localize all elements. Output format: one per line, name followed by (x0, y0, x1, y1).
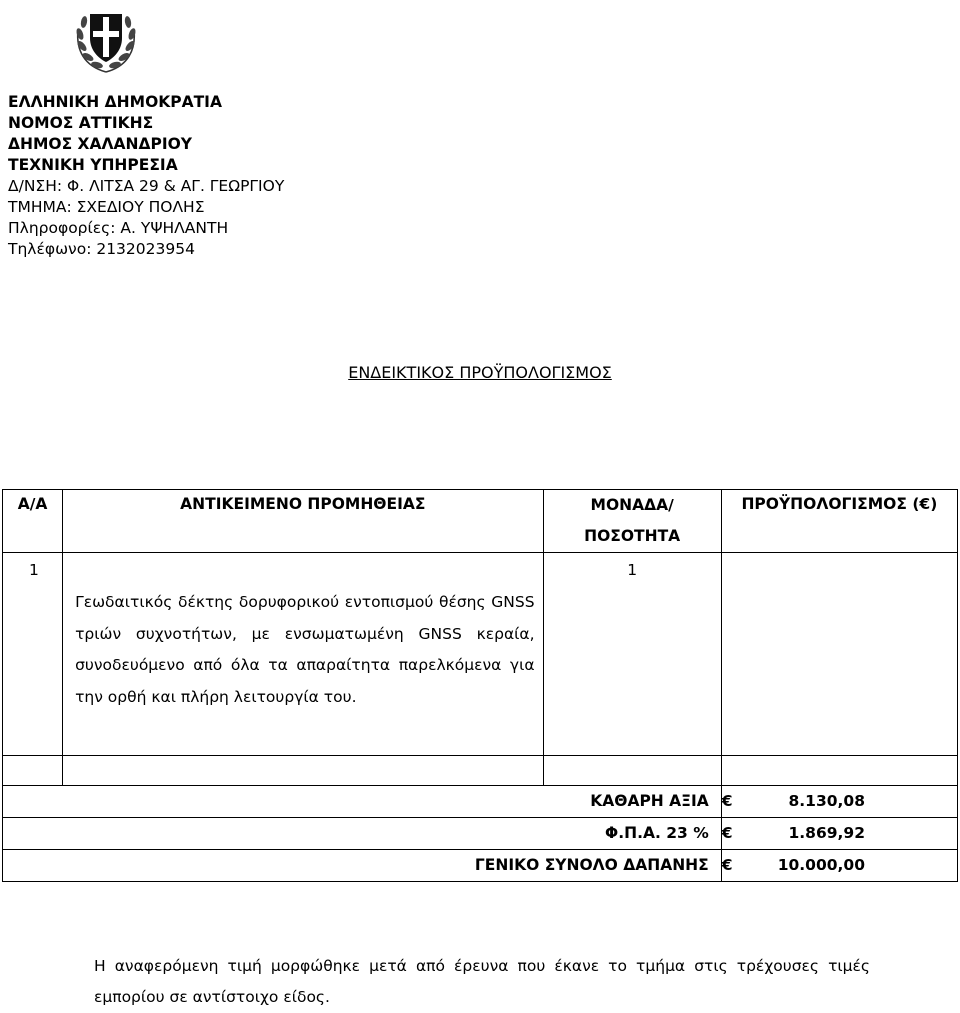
spacer-cell (721, 756, 957, 786)
header-municipality: ΔΗΜΟΣ ΧΑΛΑΝΔΡΙΟΥ (8, 135, 192, 153)
totals-grand-row (3, 850, 958, 882)
vat-label: Φ.Π.Α. 23 % (3, 818, 722, 850)
header-country: ΕΛΛΗΝΙΚΗ ΔΗΜΟΚΡΑΤΙΑ (8, 93, 222, 111)
grand-total-label: ΓΕΝΙΚΟ ΣΥΝΟΛΟ ΔΑΠΑΝΗΣ (3, 850, 722, 882)
net-value: 8.130,08 (788, 792, 865, 810)
footer-note: Η αναφερόμενη τιμή μορφώθηκε μετά από έρευνα που έκανε το τμήμα στις τρέχουσες τιμές εμπορίου σε αντίστοιχο είδος. (94, 957, 870, 1006)
row-budget (721, 553, 957, 756)
grand-total-amount (721, 850, 957, 882)
document-title-text: ΕΝΔΕΙΚΤΙΚΟΣ ΠΡΟΫΠΟΛΟΓΙΣΜΟΣ (348, 363, 612, 382)
header-prefecture: ΝΟΜΟΣ ΑΤΤΙΚΗΣ (8, 114, 154, 132)
grand-total-value: 10.000,00 (777, 856, 865, 874)
header-budget: ΠΡΟΫΠΟΛΟΓΙΣΜΟΣ (€) (721, 490, 957, 553)
spacer-cell (63, 756, 544, 786)
net-value-amount (721, 786, 957, 818)
header-info-contact: Πληροφορίες: Α. ΥΨΗΛΑΝΤΗ (8, 219, 229, 237)
spacer-cell (3, 756, 63, 786)
header-phone: Τηλέφωνο: 2132023954 (8, 240, 195, 258)
totals-vat-row (3, 818, 958, 850)
row-quantity: 1 (543, 553, 721, 756)
document-title (0, 363, 960, 382)
row-description: Γεωδαιτικός δέκτης δορυφορικού εντοπισμού θέσης GNSS τριών συχνοτήτων, με ενσωματωμένη GNSS κεραία, συνοδευόμενο από όλα τα απαραίτητα παρελκόμενα για την ορθή και πλήρη λειτουργία του. (63, 553, 544, 756)
header-department: ΤΕΧΝΙΚΗ ΥΠΗΡΕΣΙΑ (8, 156, 178, 174)
header-item: ΑΝΤΙΚΕΙΜΕΝΟ ΠΡΟΜΗΘΕΙΑΣ (63, 490, 544, 553)
header-unit-quantity (543, 490, 721, 553)
header-aa: Α/Α (3, 490, 63, 553)
euro-symbol: € (721, 856, 733, 874)
vat-amount (721, 818, 957, 850)
table-spacer-row (3, 756, 958, 786)
header-address: Δ/ΝΣΗ: Φ. ΛΙΤΣΑ 29 & ΑΓ. ΓΕΩΡΓΙΟΥ (8, 177, 285, 195)
hellenic-republic-emblem (70, 4, 142, 76)
header-section: ΤΜΗΜΑ: ΣΧΕΔΙΟΥ ΠΟΛΗΣ (8, 198, 205, 216)
euro-symbol: € (721, 824, 733, 842)
header-quantity: ΠΟΣΟΤΗΤΑ (584, 527, 681, 545)
header-unit: ΜΟΝΑΔΑ/ (590, 496, 674, 514)
table-row (3, 553, 958, 756)
totals-net-row (3, 786, 958, 818)
euro-symbol: € (721, 792, 733, 810)
table-header-row (3, 490, 958, 553)
net-value-label: ΚΑΘΑΡΗ ΑΞΙΑ (3, 786, 722, 818)
issuer-header (8, 92, 284, 260)
budget-table (2, 489, 958, 882)
spacer-cell (543, 756, 721, 786)
row-aa: 1 (3, 553, 63, 756)
vat-value: 1.869,92 (788, 824, 865, 842)
